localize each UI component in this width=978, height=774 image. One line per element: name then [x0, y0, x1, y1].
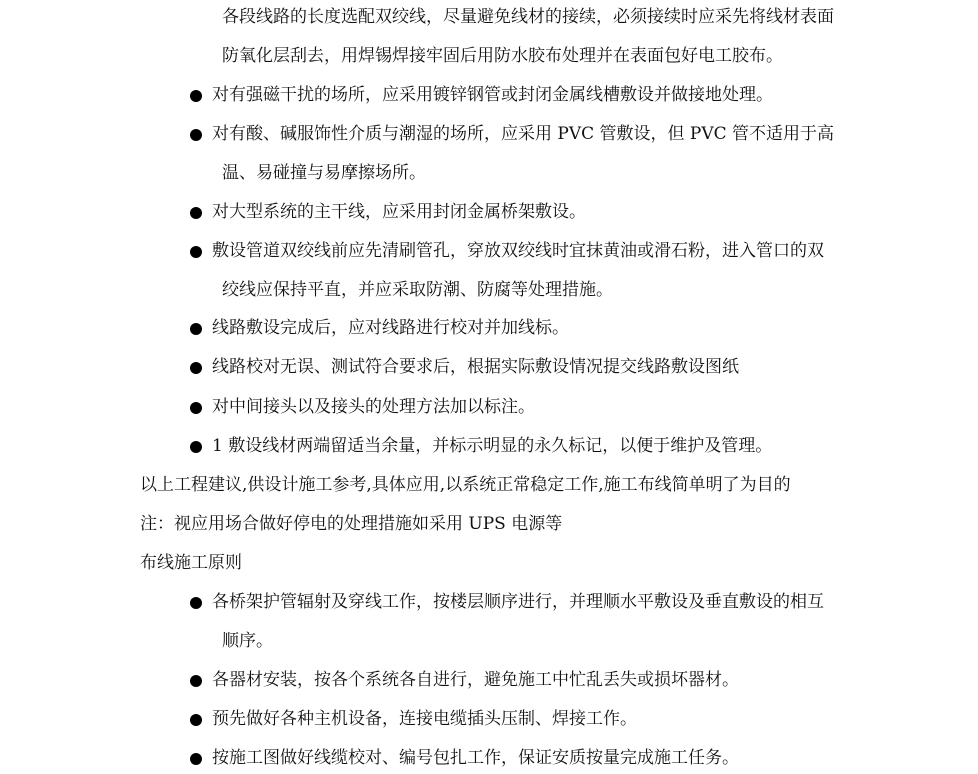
bullet-icon — [190, 362, 202, 374]
bullet-item-4-line-2: 绞线应保持平直，并应采取防潮、防腐等处理措施。 — [222, 280, 613, 300]
bullet-item-3: 对大型系统的主干线，应采用封闭金属桥架敷设。 — [212, 202, 586, 222]
bullet-icon — [190, 714, 202, 726]
bullet-icon — [190, 90, 202, 102]
principle-item-1-line-2: 顺序。 — [222, 631, 273, 651]
bullet-icon — [190, 597, 202, 609]
bullet-item-4-line-1: 敷设管道双绞线前应先清刷管孔，穿放双绞线时宜抹黄油或滑石粉，进入管口的双 — [212, 241, 824, 261]
summary-paragraph: 以上工程建议,供设计施工参考,具体应用,以系统正常稳定工作,施工布线简单明了为目的 — [140, 475, 791, 495]
bullet-item-5: 线路敷设完成后，应对线路进行校对并加线标。 — [212, 318, 569, 338]
principle-item-2: 各器材安装，按各个系统各自进行，避免施工中忙乱丢失或损坏器材。 — [212, 670, 739, 690]
principle-item-3: 预先做好各种主机设备，连接电缆插头压制、焊接工作。 — [212, 709, 637, 729]
section-heading: 布线施工原则 — [140, 553, 242, 573]
bullet-icon — [190, 441, 202, 453]
principle-item-1-line-1: 各桥架护管辐射及穿线工作，按楼层顺序进行，并理顺水平敷设及垂直敷设的相互 — [212, 592, 824, 612]
bullet-item-7: 对中间接头以及接头的处理方法加以标注。 — [212, 397, 535, 417]
bullet-icon — [190, 207, 202, 219]
continuation-line-1: 各段线路的长度选配双绞线，尽量避免线材的接续，必须接续时应采先将线材表面 — [222, 7, 834, 27]
note-paragraph: 注：视应用场合做好停电的处理措施如采用 UPS 电源等 — [140, 514, 563, 534]
bullet-icon — [190, 246, 202, 258]
bullet-icon — [190, 323, 202, 335]
continuation-line-2: 防氧化层刮去，用焊锡焊接牢固后用防水胶布处理并在表面包好电工胶布。 — [222, 46, 783, 66]
bullet-icon — [190, 129, 202, 141]
bullet-item-2-line-1: 对有酸、碱服饰性介质与潮湿的场所，应采用 PVC 管敷设，但 PVC 管不适用于高 — [212, 124, 835, 144]
bullet-item-1: 对有强磁干扰的场所，应采用镀锌钢管或封闭金属线槽敷设并做接地处理。 — [212, 85, 773, 105]
bullet-icon — [190, 753, 202, 765]
bullet-icon — [190, 402, 202, 414]
bullet-item-8: 1 敷设线材两端留适当余量，并标示明显的永久标记，以便于维护及管理。 — [212, 436, 773, 456]
principle-item-4: 按施工图做好线缆校对、编号包扎工作，保证安质按量完成施工任务。 — [212, 748, 739, 768]
bullet-icon — [190, 675, 202, 687]
bullet-item-2-line-2: 温、易碰撞与易摩擦场所。 — [222, 163, 426, 183]
bullet-item-6: 线路校对无误、测试符合要求后，根据实际敷设情况提交线路敷设图纸 — [212, 357, 739, 377]
